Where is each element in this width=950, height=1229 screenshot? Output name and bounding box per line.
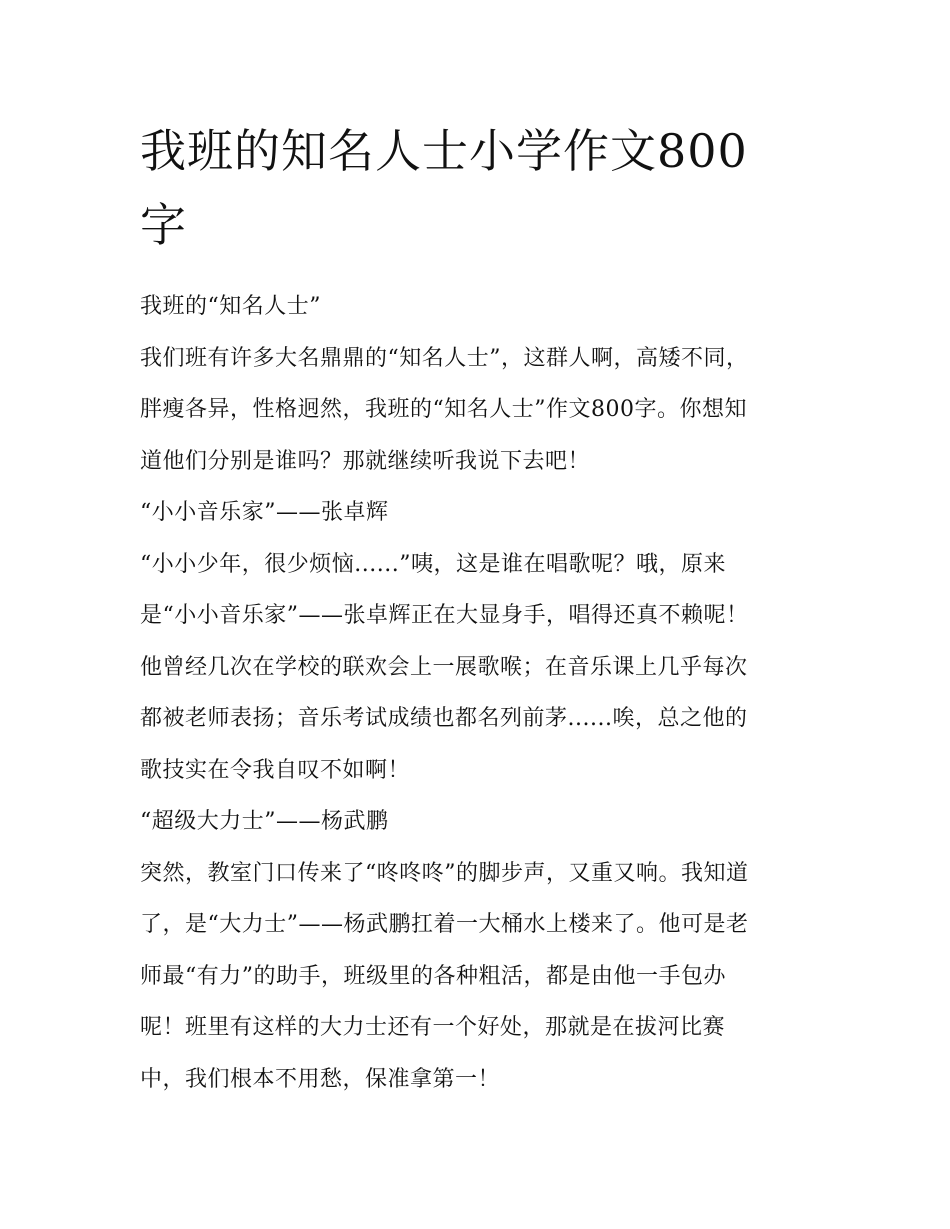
paragraph-line: 歌技实在令我自叹不如啊！ — [140, 757, 411, 783]
title-line: 我班的知名人士小学作文800 — [140, 124, 748, 178]
paragraph-line: 了，是“大力士”——杨武鹏扛着一大桶水上楼来了。他可是老 — [140, 912, 749, 937]
paragraph-line: 是“小小音乐家”——张卓辉正在大显身手，唱得还真不赖呢！ — [140, 603, 749, 628]
paragraph-line: 呢！班里有这样的大力士还有一个好处，那就是在拔河比赛 — [140, 1015, 726, 1040]
section-heading: 我班的“知名人士” — [140, 294, 321, 319]
document-page — [140, 0, 820, 1105]
paragraph-line: “小小少年，很少烦恼......”咦，这是谁在唱歌呢？哦，原来 — [140, 551, 726, 577]
title-line: 字 — [140, 198, 187, 252]
paragraph-line: 都被老师表扬；音乐考试成绩也都名列前茅......唉，总之他的 — [140, 706, 748, 731]
paragraph-line: 道他们分别是谁吗？那就继续听我说下去吧！ — [140, 448, 591, 474]
paragraph-line: 师最“有力”的助手，班级里的各种粗活，都是由他一手包办 — [140, 963, 726, 989]
document-body — [140, 281, 820, 1105]
paragraph-line: 我们班有许多大名鼎鼎的“知名人士”，这群人啊，高矮不同， — [140, 345, 749, 371]
paragraph-line: 中，我们根本不用愁，保准拿第一！ — [140, 1066, 501, 1092]
section-heading: “超级大力士”——杨武鹏 — [140, 809, 389, 834]
document-title — [140, 0, 820, 262]
paragraph-line: 胖瘦各异，性格迥然，我班的“知名人士”作文800字。你想知 — [140, 397, 747, 422]
section-heading: “小小音乐家”——张卓辉 — [140, 500, 389, 525]
paragraph-line: 他曾经几次在学校的联欢会上一展歌喉；在音乐课上几乎每次 — [140, 654, 748, 680]
paragraph-line: 突然，教室门口传来了“咚咚咚”的脚步声，又重又响。我知道 — [140, 860, 749, 886]
